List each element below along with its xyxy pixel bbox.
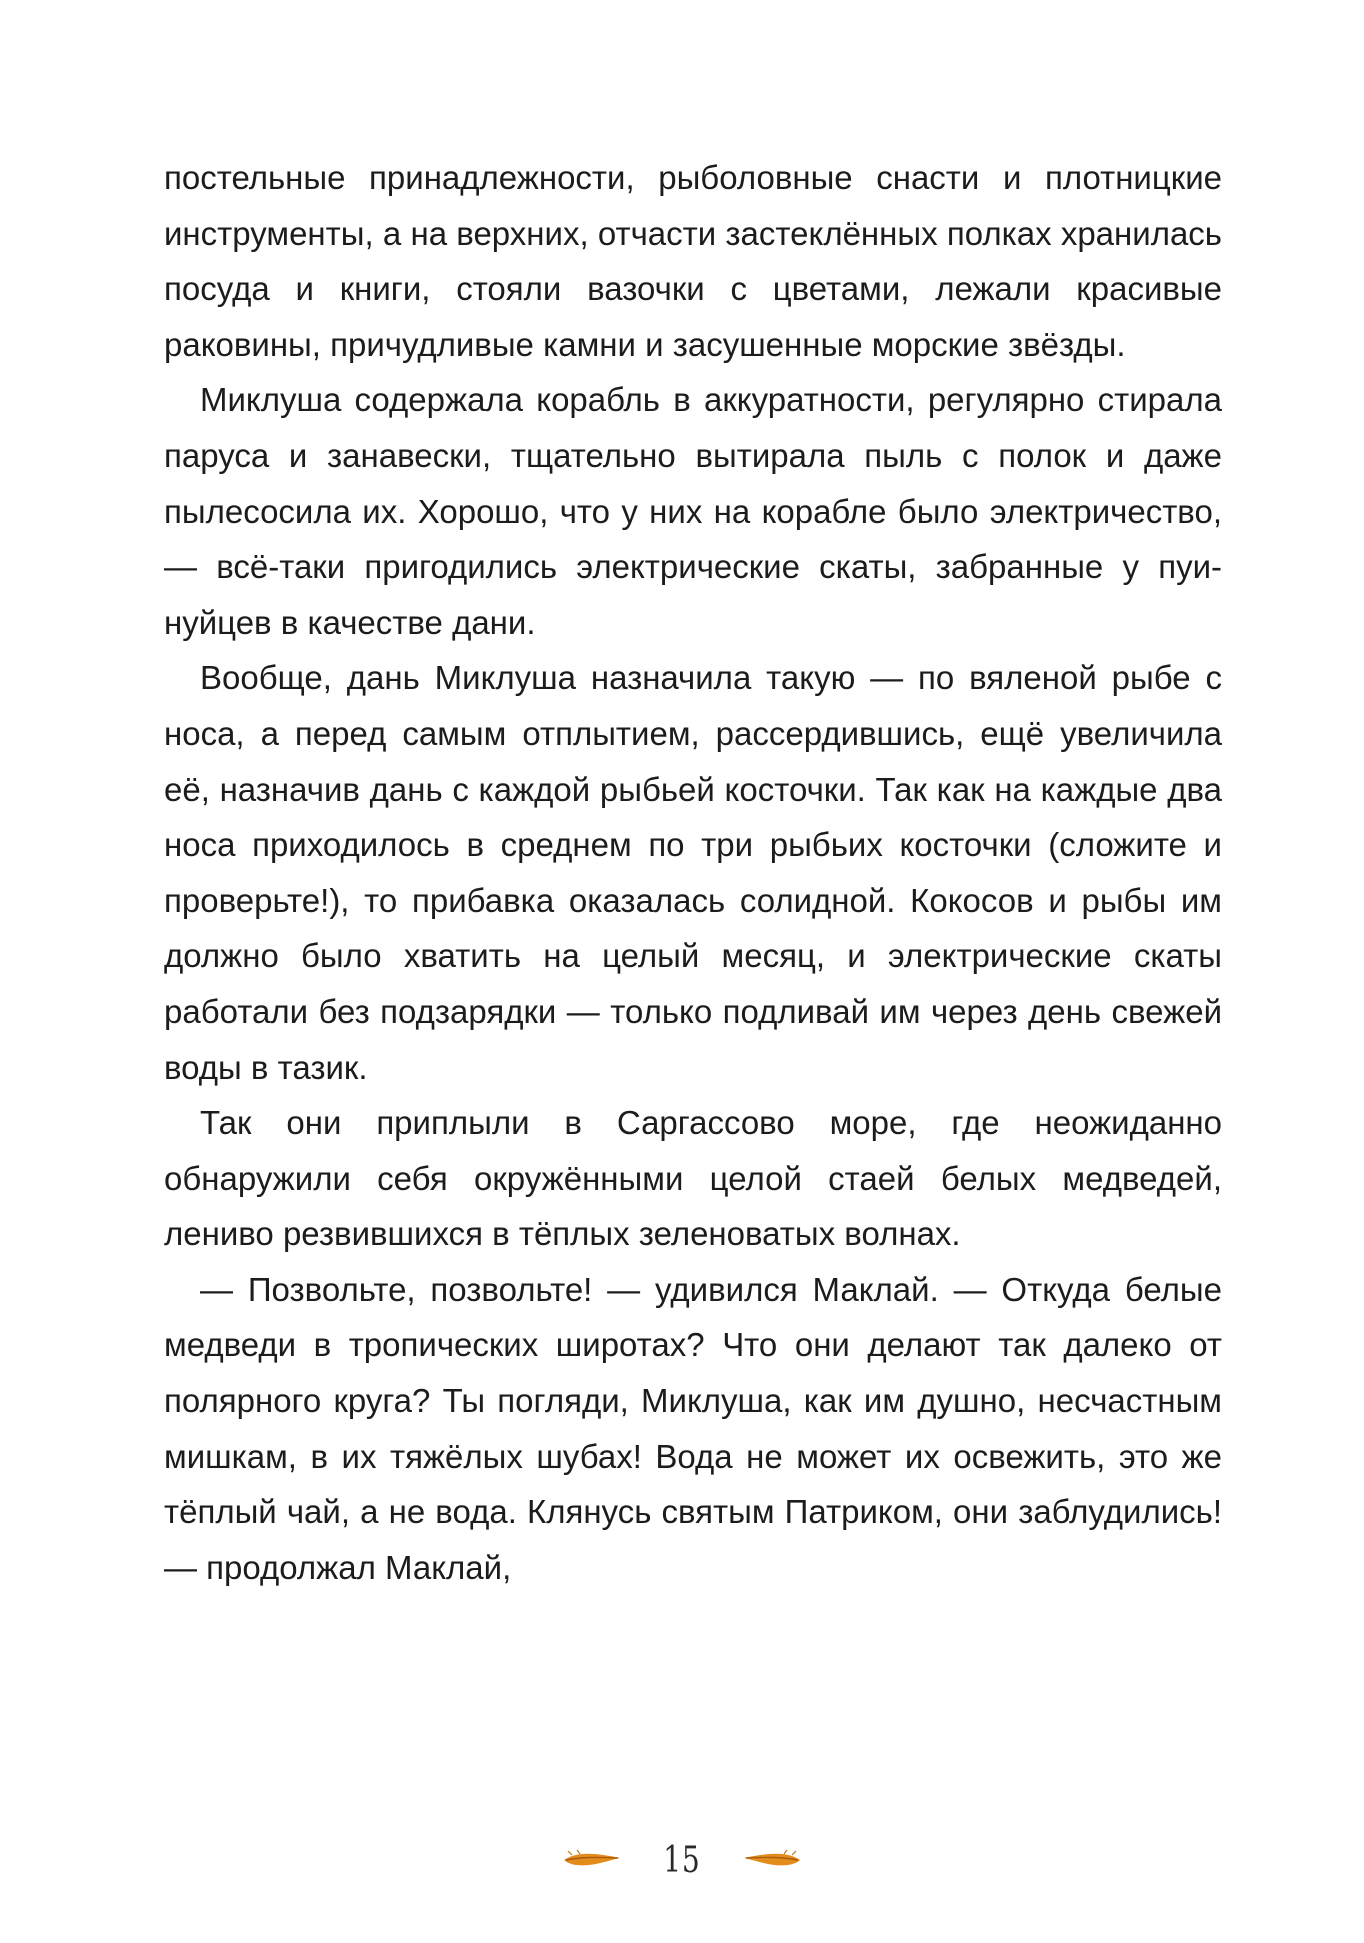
leaf-ornament-icon	[562, 1849, 622, 1871]
paragraph: — Позвольте, позвольте! — удивился Маклай. — Откуда белые медведи в тропических широтах? Что они делают так далеко от полярного круга? Ты погляди, Миклуша, как им душно, несчастным мишкам, в их тяжёлых шубах! Вода не может их освежить, это же тёплый чай, а не вода. Клянусь святым Патриком, они заблудились! — продолжал Маклай,	[164, 1270, 1222, 1586]
leaf-ornament-icon	[742, 1849, 802, 1871]
paragraph: Так они приплыли в Саргассово море, где неожиданно обнаружили себя окружёнными целой стаей белых медведей, лениво резвившихся в тёплых зеленоватых волнах.	[164, 1104, 1222, 1253]
page-number: 15	[663, 1839, 701, 1881]
body-text	[164, 150, 1222, 1595]
paragraph: постельные принадлежности, рыболовные снасти и плотницкие инструменты, а на верхних, отчасти застеклённых полках хранилась посуда и книги, стояли вазочки с цветами, лежали красивые раковины, причудливые камни и засушенные морские звёзды.	[164, 159, 1222, 363]
paragraph: Вообще, дань Миклуша назначила такую — по вяленой рыбе с носа, а перед самым отплытием, рассердившись, ещё увеличила её, назначив дань с каждой рыбьей косточки. Так как на каждые два носа приходилось в среднем по три рыбьих косточки (сложите и проверьте!), то прибавка оказалась солидной. Кокосов и рыбы им должно было хватить на целый месяц, и электрические скаты работали без подзарядки — только подливай им через день свежей воды в тазик.	[164, 659, 1222, 1086]
paragraph: Миклуша содержала корабль в аккуратности, регулярно стирала паруса и занавески, тщательно вытирала пыль с полок и даже пылесосила их. Хорошо, что у них на корабле было электричество, — всё-таки пригодились электрические скаты, забранные у пуи-нуйцев в качестве дани.	[164, 381, 1222, 641]
page-footer	[0, 1830, 1364, 1890]
